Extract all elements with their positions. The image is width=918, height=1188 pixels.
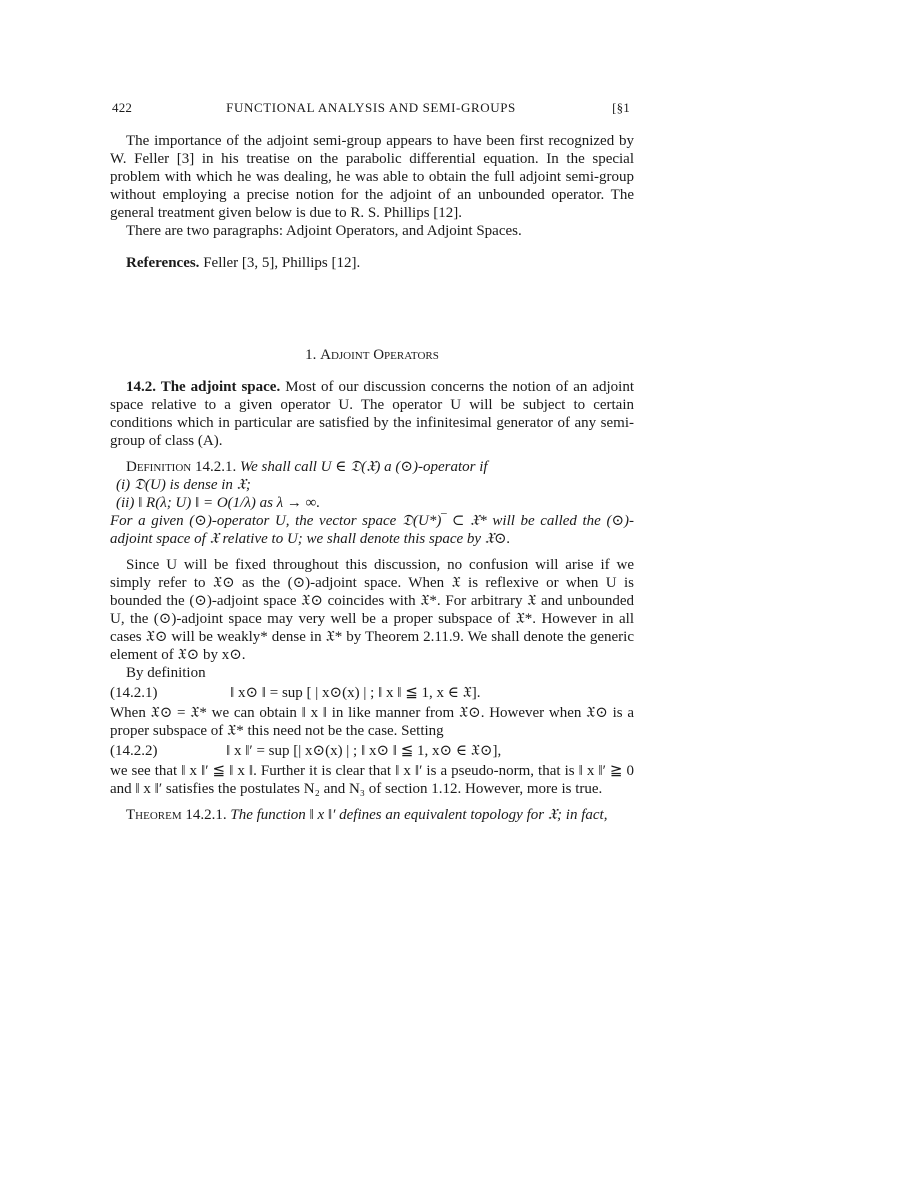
paragraphs-overview: There are two paragraphs: Adjoint Operators, and Adjoint Spaces. [126, 223, 522, 239]
section-title: Adjoint Operators [320, 347, 439, 363]
references-text: Feller [3, 5], Phillips [12]. [203, 255, 361, 271]
equation-label: (14.2.1) [110, 685, 158, 701]
definition-statement: We shall call U ∈ 𝔇(𝔛) a (⊙)-operator if [239, 459, 488, 475]
definition-label: Definition 14.2.1. [126, 459, 237, 475]
subsection-heading: 14.2. The adjoint space. [126, 379, 281, 395]
theorem-text: The function ‖ x ‖′ defines an equivalent topology for 𝔛; in fact, [230, 807, 608, 823]
equation-label: (14.2.2) [110, 743, 158, 759]
equation-formula: ‖ x⊙ ‖ = sup [ | x⊙(x) | ; ‖ x ‖ ≦ 1, x ∈ 𝔛]. [230, 685, 481, 701]
subsection-paragraph [110, 378, 634, 450]
subsection-text: Most of our discussion concerns the notion of an adjoint space relative to a given operator U. The operator U will be subject to certain conditions which in particular are satisfied by the infinitesimal generator of any semi-group of class (A). [110, 379, 634, 449]
discussion-paragraph: Since U will be fixed throughout this discussion, no confusion will arise if we simply refer to 𝔛⊙ as the (⊙)-adjoint space. When 𝔛 is reflexive or when U is bounded the (⊙)-adjoint space 𝔛⊙ coincides with 𝔛*. For arbitrary 𝔛 and unbounded U, the (⊙)-adjoint space may very well be a proper subspace of 𝔛*. However in all cases 𝔛⊙ will be weakly* dense in 𝔛* by Theorem 2.11.9. We shall denote the generic element of 𝔛⊙ by x⊙. [110, 557, 634, 663]
definition-intro [110, 458, 634, 476]
by-definition-line: By definition [126, 665, 206, 681]
equation-14-2-1 [110, 682, 634, 704]
theorem-statement [110, 806, 634, 824]
equation-14-2-2 [110, 740, 634, 762]
equation-formula: ‖ x ‖′ = sup [| x⊙(x) | ; ‖ x⊙ ‖ ≦ 1, x⊙ ∈ 𝔛⊙], [226, 743, 502, 759]
references-label: References. [126, 255, 200, 271]
intro-paragraph: The importance of the adjoint semi-group appears to have been first recognized by W. Feller [3] in his treatise on the parabolic differential equation. In the special problem with which he was dealing, he was able to obtain the full adjoint semi-group without employing a precise notion for the adjoint of an unbounded operator. The general treatment given below is due to R. S. Phillips [12]. [110, 133, 634, 221]
definition-item-1: (i) 𝔇(U) is dense in 𝔛; [116, 477, 251, 493]
section-mark: [§1 [612, 100, 630, 115]
page-body [110, 132, 634, 824]
section-number: 1. [305, 347, 317, 363]
references-line [110, 254, 634, 272]
definition-item-2: (ii) ‖ R(λ; U) ‖ = O(1/λ) as λ → ∞. [116, 495, 321, 511]
theorem-label: Theorem 14.2.1. [126, 807, 227, 823]
running-title: FUNCTIONAL ANALYSIS AND SEMI-GROUPS [226, 100, 516, 115]
after-paragraph: we see that ‖ x ‖′ ≦ ‖ x ‖. Further it is clear that ‖ x ‖′ is a pseudo-norm, that is ‖ x ‖′ ≧ 0 and ‖ x ‖′ satisfies the postulates N₂ and N₃ of section 1.12. However, more is true. [110, 763, 634, 797]
definition-body: For a given (⊙)-operator U, the vector space 𝔇(U*)‾ ⊂ 𝔛* will be called the (⊙)-adjoint space of 𝔛 relative to U; we shall denote this space by 𝔛⊙. [110, 513, 634, 547]
running-header [112, 100, 630, 120]
middle-paragraph: When 𝔛⊙ = 𝔛* we can obtain ‖ x ‖ in like manner from 𝔛⊙. However when 𝔛⊙ is a proper subspace of 𝔛* this need not be the case. Setting [110, 705, 634, 739]
section-heading [110, 346, 634, 364]
page-number: 422 [112, 100, 133, 115]
